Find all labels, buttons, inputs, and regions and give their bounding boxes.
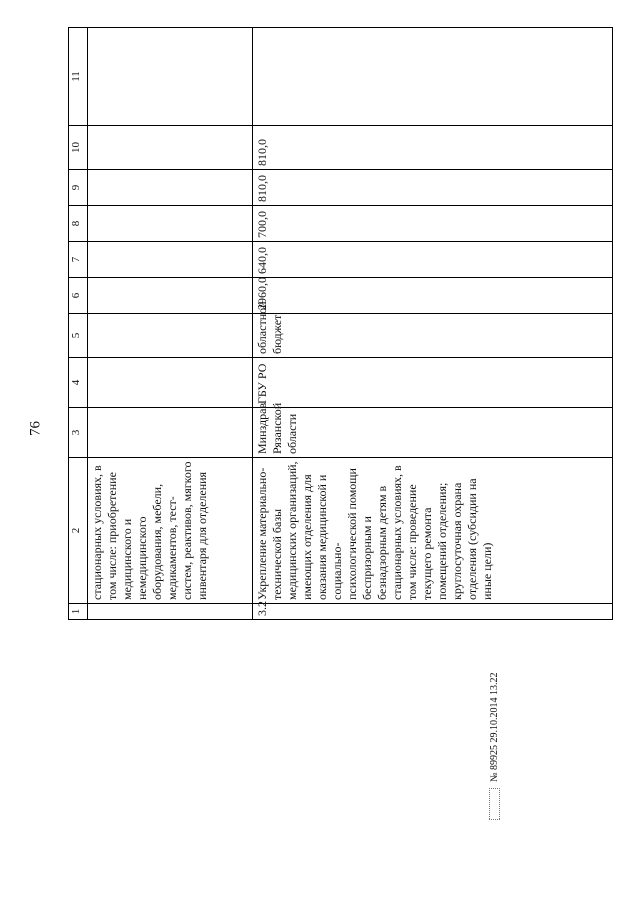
funding-source-cell: областной бюджет: [253, 314, 613, 358]
barcode-stamp-icon: [489, 788, 500, 820]
rotated-table-wrapper: [68, 28, 613, 620]
program-table: [68, 27, 613, 620]
amount-cell: 2960,0: [253, 278, 613, 314]
responsible-cell: Минздрав Рязанской области: [253, 408, 613, 458]
funding-source-cell: [88, 314, 253, 358]
row-number-cell: 3.2: [253, 604, 613, 620]
amount-cell: [88, 278, 253, 314]
amount-cell: [88, 170, 253, 206]
row-number-cell: [88, 604, 253, 620]
header-cell: 3: [69, 408, 88, 458]
document-footer: [486, 520, 502, 820]
header-cell: 11: [69, 28, 88, 126]
header-cell: 6: [69, 278, 88, 314]
description-cell: стационарных условиях, в том числе: приобретение медицинского и немедицинского оборудования, мебели, медикаментов, тест-систем, реактивов, мягкого инвентаря для отделения: [88, 458, 253, 604]
description-cell: Укрепление материально-технической базы медицинских организаций, имеющих отделения для оказания медицинской и социально-психологической помощи беспризорным и безнадзорным детям в стационарных условиях, в том числе: проведение текущего ремонта помещений отделения; круглосуточная охрана отделения (субсидии на иные цели): [253, 458, 613, 604]
executor-cell: ГБУ РО: [253, 358, 613, 408]
table-header-row: [69, 28, 88, 620]
result-cell: [253, 28, 613, 126]
amount-cell: 810,0: [253, 126, 613, 170]
header-cell: 10: [69, 126, 88, 170]
header-cell: 1: [69, 604, 88, 620]
header-cell: 8: [69, 206, 88, 242]
document-code: № 89925 29.10.2014 13.22: [488, 672, 500, 782]
amount-cell: 640,0: [253, 242, 613, 278]
amount-cell: [88, 242, 253, 278]
amount-cell: [88, 126, 253, 170]
header-cell: 7: [69, 242, 88, 278]
amount-cell: 810,0: [253, 170, 613, 206]
page-number: 76: [27, 421, 44, 436]
header-cell: 5: [69, 314, 88, 358]
table-row: [88, 28, 253, 620]
header-cell: 4: [69, 358, 88, 408]
table-row: [253, 28, 613, 620]
amount-cell: 700,0: [253, 206, 613, 242]
responsible-cell: [88, 408, 253, 458]
executor-cell: [88, 358, 253, 408]
amount-cell: [88, 206, 253, 242]
header-cell: 2: [69, 458, 88, 604]
header-cell: 9: [69, 170, 88, 206]
result-cell: [88, 28, 253, 126]
